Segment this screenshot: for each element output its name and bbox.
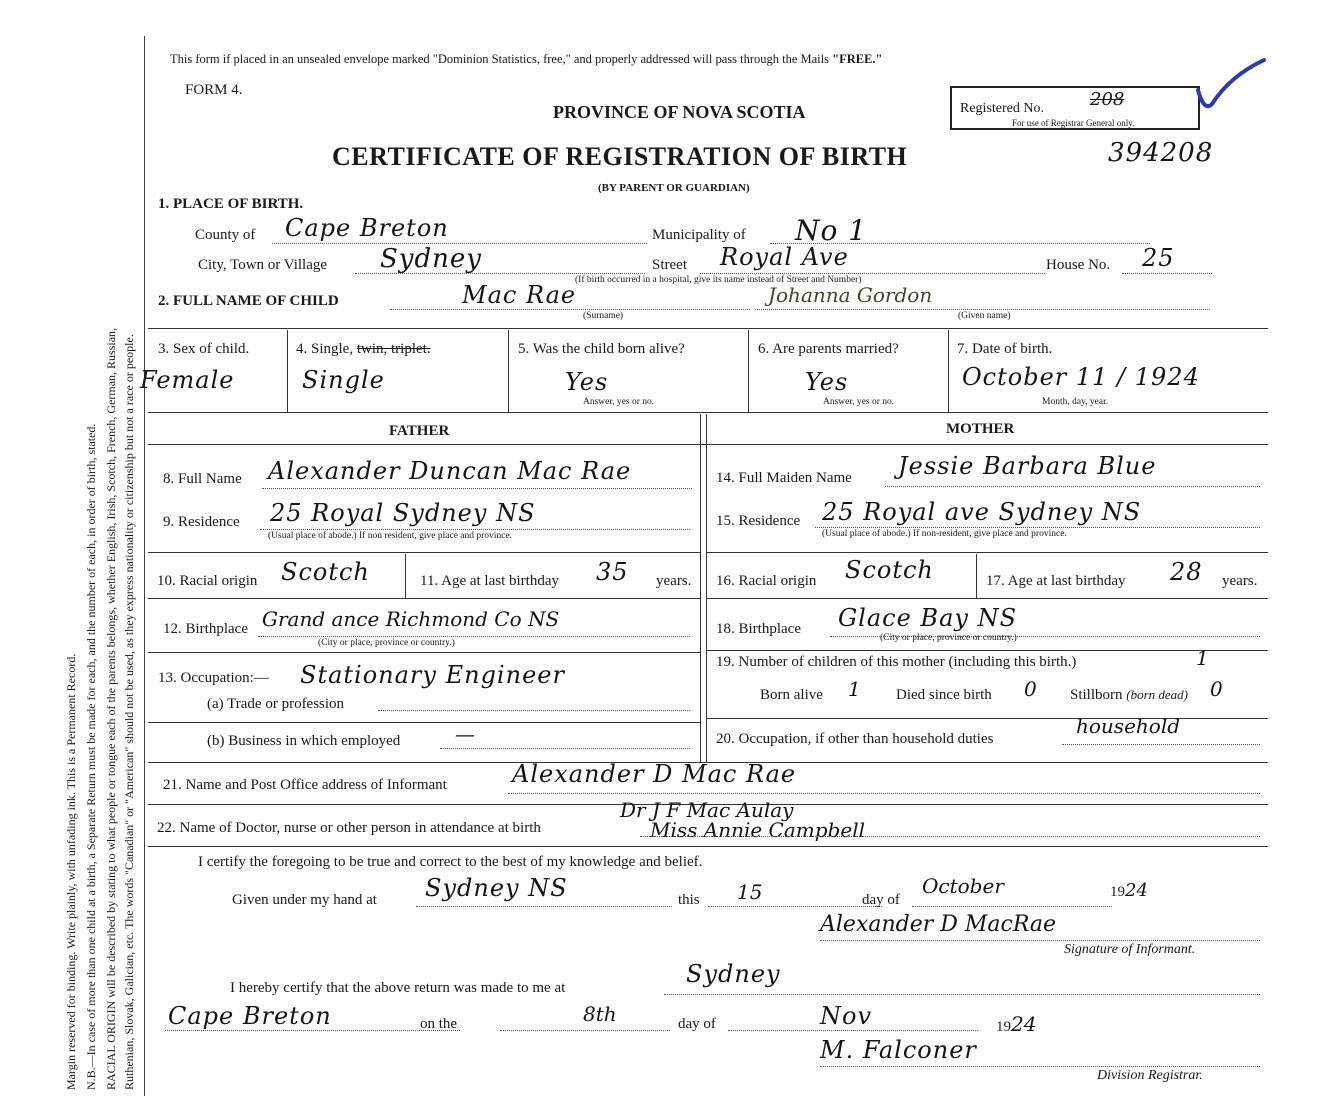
born-alive-caption: Answer, yes or no.: [583, 397, 655, 407]
registered-value: 208: [1090, 89, 1125, 110]
certify-statement: I certify the foregoing to be true and correct to the best of my knowledge and belief.: [198, 854, 703, 870]
mother-occupation-label: 20. Occupation, if other than household duties: [716, 731, 994, 747]
place-of-birth-heading: 1. PLACE OF BIRTH.: [158, 196, 304, 212]
registrar-year: [996, 1012, 1036, 1036]
street-label: Street: [652, 257, 687, 273]
given-place-value: Sydney NS: [425, 874, 568, 902]
sex-label: 3. Sex of child.: [158, 341, 250, 357]
born-alive-count-value: 1: [848, 677, 861, 701]
given-under-hand-label: Given under my hand at: [232, 892, 377, 908]
father-age-label: 11. Age at last birthday: [420, 573, 559, 589]
date-of-birth-caption: Month, day, year.: [1042, 397, 1109, 407]
registrar-county-value: Cape Breton: [168, 1002, 332, 1030]
mother-residence-label: 15. Residence: [716, 513, 801, 529]
registrar-statement: I hereby certify that the above return was made to me at: [230, 980, 566, 996]
mother-birthplace-value: Glace Bay NS: [838, 604, 1018, 632]
child-surname-value: Mac Rae: [462, 281, 577, 309]
certify-year-value: 24: [1125, 880, 1148, 901]
date-of-birth-label: 7. Date of birth.: [957, 341, 1053, 357]
mother-name-label: 14. Full Maiden Name: [716, 470, 852, 486]
registrar-month-value: Nov: [820, 1002, 873, 1030]
parents-married-value: Yes: [805, 368, 849, 396]
stillborn-label-text: Stillborn: [1070, 687, 1123, 703]
father-name-value: Alexander Duncan Mac Rae: [268, 457, 632, 485]
certificate-subtitle: (BY PARENT OR GUARDIAN): [598, 182, 750, 194]
mother-birthplace-caption: (City or place, province or country.): [880, 633, 1017, 643]
registrar-use-note: For use of Registrar General only.: [1012, 118, 1135, 128]
stillborn-label: [1070, 687, 1188, 704]
father-residence-label: 9. Residence: [163, 514, 240, 530]
died-since-birth-value: 0: [1024, 677, 1037, 701]
division-registrar-signature: M. Falconer: [820, 1036, 977, 1064]
certificate-number: 394208: [1108, 138, 1214, 168]
child-given-name-value: Johanna Gordon: [768, 283, 933, 307]
mother-age-value: 28: [1170, 558, 1203, 586]
margin-note-binding: Margin reserved for binding. Write plainly, with unfading ink. This is a Permanent Record.: [64, 653, 78, 1090]
father-residence-caption: (Usual place of abode.) If non resident, give place and province.: [268, 531, 512, 541]
day-of-label: day of: [862, 892, 900, 908]
stillborn-caption: (born dead): [1126, 687, 1189, 702]
informant-signature-caption: Signature of Informant.: [1064, 942, 1196, 957]
house-number-value: 25: [1142, 244, 1175, 272]
parents-married-caption: Answer, yes or no.: [823, 397, 895, 407]
municipality-label: Municipality of: [652, 227, 746, 243]
street-value: Royal Ave: [720, 243, 849, 271]
stillborn-value: 0: [1210, 677, 1223, 701]
margin-note-racial-origin: RACIAL ORIGIN will be described by stating to what people or tongue each of the parents belongs, whether English, Irish, Scotch, French, German, Russian,: [104, 327, 118, 1090]
given-name-caption: (Given name): [958, 311, 1011, 321]
informant-signature: Alexander D MacRae: [820, 912, 1057, 937]
doctor-value-1: Dr J F Mac Aulay: [620, 798, 794, 822]
father-occupation-value: Stationary Engineer: [300, 661, 565, 689]
mother-age-label: 17. Age at last birthday: [986, 573, 1126, 589]
city-value: Sydney: [380, 244, 482, 274]
single-twin-label: [296, 341, 431, 358]
father-birthplace-caption: (City or place, province or country.): [318, 638, 455, 648]
father-heading: FATHER: [389, 423, 450, 439]
hospital-note: (If birth occurred in a hospital, give its name instead of Street and Number): [575, 275, 862, 285]
father-business-value: —: [455, 722, 475, 746]
this-label: this: [678, 892, 700, 908]
doctor-value-2: Miss Annie Campbell: [650, 818, 865, 842]
mother-residence-caption: (Usual place of abode.) If non-resident, give place and province.: [822, 529, 1067, 539]
municipality-value: No 1: [795, 214, 868, 247]
died-since-birth-label: Died since birth: [896, 687, 992, 703]
mother-age-suffix: years.: [1222, 573, 1258, 589]
father-name-label: 8. Full Name: [163, 471, 242, 487]
registrar-on-the: on the: [420, 1016, 458, 1032]
division-registrar-caption: Division Registrar.: [1097, 1068, 1203, 1083]
registrar-year-prefix: 19: [996, 1019, 1011, 1035]
mother-residence-value: 25 Royal ave Sydney NS: [822, 498, 1142, 526]
informant-label: 21. Name and Post Office address of Informant: [163, 777, 447, 793]
father-business-label: (b) Business in which employed: [207, 733, 401, 749]
margin-note-racial-origin-2: Ruthenian, Slovak, Galician, etc. The words "Canadian" or "American" should not be used, as they express nationality or citizenship but not a race or people.: [122, 334, 136, 1090]
father-age-suffix: years.: [656, 573, 692, 589]
mother-heading: MOTHER: [946, 421, 1015, 437]
certificate-title: CERTIFICATE OF REGISTRATION OF BIRTH: [332, 142, 908, 171]
registrar-day-value: 8th: [583, 1002, 617, 1026]
father-occupation-label: 13. Occupation:—: [158, 670, 269, 686]
father-racial-origin-label: 10. Racial origin: [157, 573, 258, 589]
county-label: County of: [195, 227, 256, 243]
father-birthplace-value: Grand ance Richmond Co NS: [262, 607, 560, 631]
single-value: Single: [302, 366, 385, 394]
born-alive-label: 5. Was the child born alive?: [518, 341, 685, 357]
born-alive-value: Yes: [565, 368, 609, 396]
house-number-label: House No.: [1046, 257, 1111, 273]
county-value: Cape Breton: [285, 214, 449, 242]
father-residence-value: 25 Royal Sydney NS: [270, 499, 536, 527]
child-name-label: 2. FULL NAME OF CHILD: [158, 293, 339, 309]
date-of-birth-value: October 11 / 1924: [962, 363, 1200, 391]
father-age-value: 35: [596, 558, 629, 586]
form-number: FORM 4.: [185, 82, 243, 98]
margin-note-multiple-births: N.B.—In case of more than one child at a birth, a Separate Return must be made for each, and the number of each, in order of birth, stated.: [84, 423, 98, 1090]
registrar-year-value: 24: [1011, 1012, 1037, 1036]
check-mark-icon: [1190, 54, 1270, 118]
doctor-label: 22. Name of Doctor, nurse or other person in attendance at birth: [157, 820, 541, 836]
father-racial-origin-value: Scotch: [281, 558, 370, 586]
parents-married-label: 6. Are parents married?: [758, 341, 899, 357]
mail-notice-free: "FREE.": [832, 52, 883, 66]
mother-children-value: 1: [1196, 646, 1209, 670]
mother-children-label: 19. Number of children of this mother (including this birth.): [716, 654, 1077, 670]
single-label: 4. Single,: [296, 341, 357, 357]
mail-notice: [170, 52, 882, 67]
margin-border: [144, 36, 145, 1096]
certify-year-prefix: [1110, 880, 1148, 901]
born-alive-count-label: Born alive: [760, 687, 823, 703]
mother-racial-origin-value: Scotch: [845, 556, 934, 584]
mother-name-value: Jessie Barbara Blue: [898, 452, 1157, 480]
mail-notice-text: This form if placed in an unsealed envelope marked "Dominion Statistics, free," and properly addressed will pass through the Mails: [170, 52, 833, 66]
sex-value: Female: [140, 366, 235, 394]
twin-triplet-struck: twin, triplet.: [356, 341, 431, 357]
informant-value: Alexander D Mac Rae: [512, 760, 797, 788]
registrar-day-of: day of: [678, 1016, 716, 1032]
father-trade-label: (a) Trade or profession: [207, 696, 345, 712]
mother-racial-origin-label: 16. Racial origin: [716, 573, 817, 589]
certify-day-value: 15: [737, 880, 763, 904]
certify-month-value: October: [922, 874, 1004, 898]
province-heading: PROVINCE OF NOVA SCOTIA: [553, 102, 806, 122]
city-label: City, Town or Village: [198, 257, 328, 273]
registered-label: Registered No.: [960, 101, 1044, 116]
surname-caption: (Surname): [583, 311, 624, 321]
mother-occupation-value: household: [1076, 714, 1181, 738]
certify-year-prefix-text: 19: [1110, 884, 1125, 900]
father-birthplace-label: 12. Birthplace: [163, 621, 248, 637]
mother-birthplace-label: 18. Birthplace: [716, 621, 801, 637]
registrar-place-value: Sydney: [686, 960, 781, 988]
